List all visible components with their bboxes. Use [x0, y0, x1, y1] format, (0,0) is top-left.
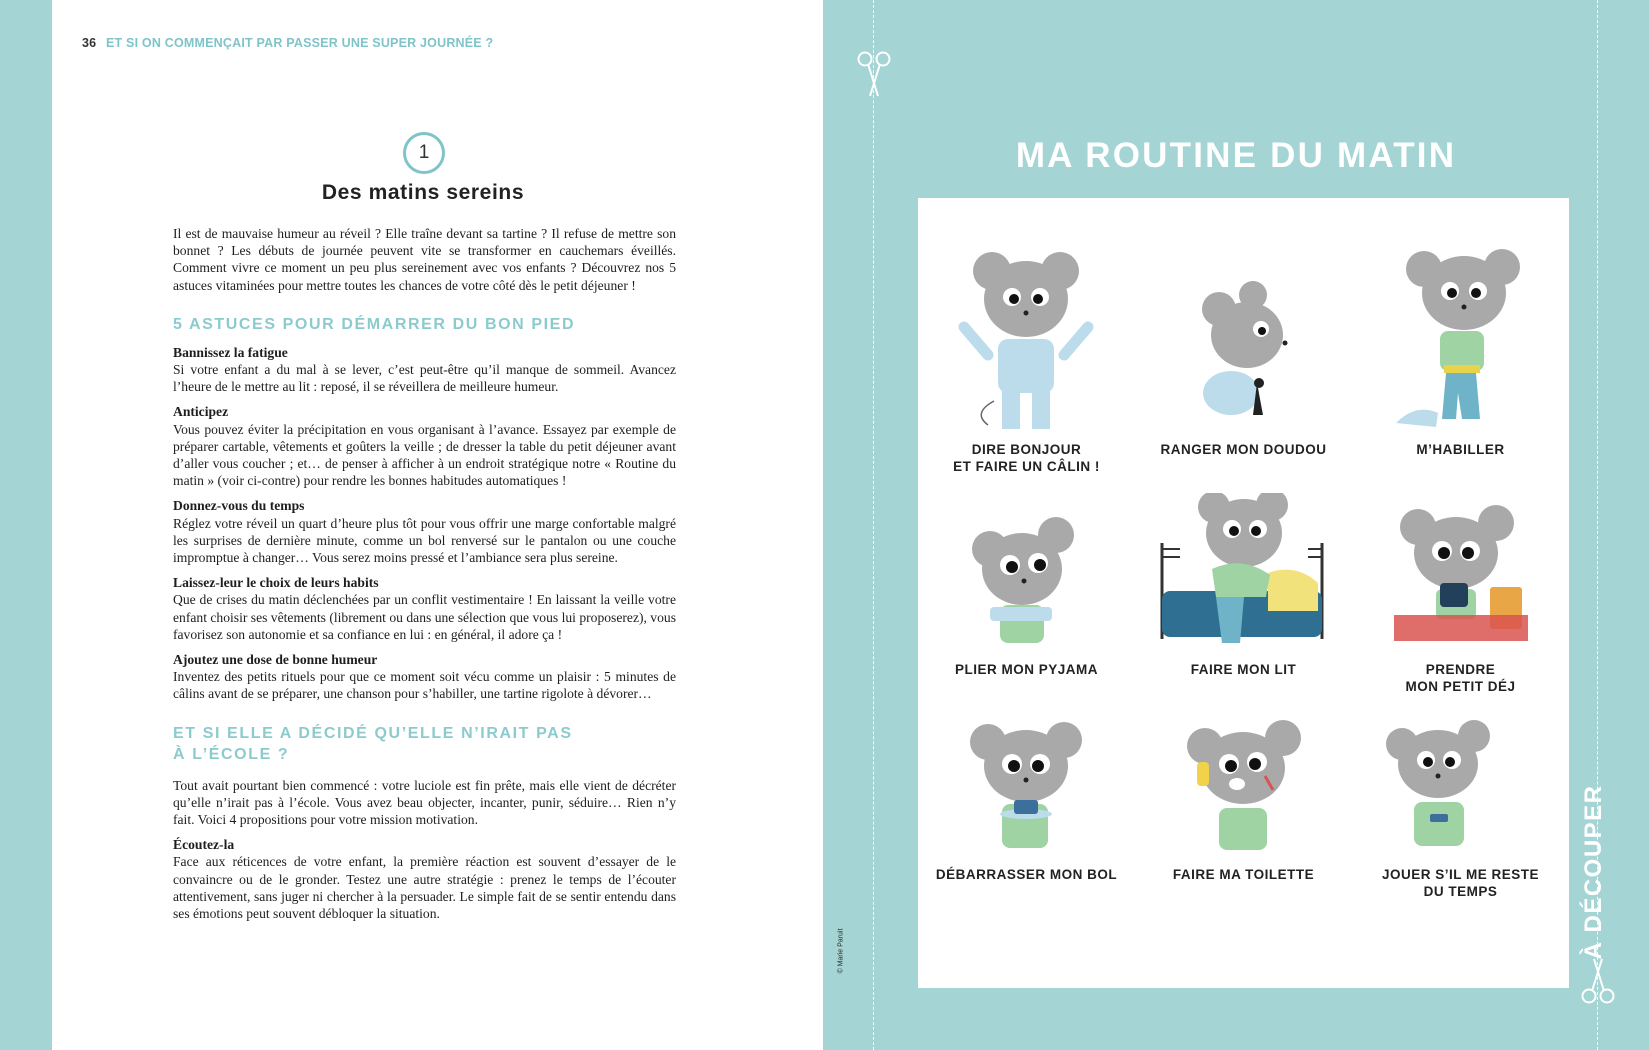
- tip-item: [173, 651, 676, 703]
- routine-step: [918, 718, 1135, 883]
- step-label: [1135, 661, 1352, 678]
- tip-item: [173, 344, 676, 396]
- tip-text: Si votre enfant a du mal à se lever, c’est peut-être qu’il manque de sommeil. Avancez l’heure de le mettre au lit : reposé, il se réveillera de meilleure humeur.: [173, 362, 676, 395]
- routine-card: [918, 198, 1569, 988]
- mouse-waking-illustration: [952, 243, 1102, 433]
- step-label: [1135, 866, 1352, 883]
- step-label-line: DU TEMPS: [1423, 884, 1498, 899]
- illustration-credit: [826, 921, 856, 981]
- step-label-line: JOUER S’IL ME RESTE: [1381, 867, 1540, 882]
- cut-label: [1579, 784, 1609, 960]
- section-heading-ecole: [173, 723, 676, 765]
- routine-step: [1135, 493, 1352, 678]
- step-label: [1352, 661, 1569, 695]
- left-page: [52, 0, 823, 1050]
- tip-item: [173, 403, 676, 489]
- mouse-bed-illustration: [1156, 493, 1332, 653]
- tip-text: Vous pouvez éviter la précipitation en vous organisant à l’avance. Essayez par exemple de préparer cartable, vêtements et goûters la veille ; de dresser la table du petit déjeuner avant d’aller vous coucher ; et… de penser à afficher à un endroit stratégique notre « Routine du matin » (voir ci-contre) pour rendre les bonnes habitudes automatiques !: [173, 421, 676, 489]
- chapter-number-badge: 1: [403, 132, 445, 174]
- step-label-line: DÉBARRASSER MON BOL: [935, 867, 1118, 882]
- step-label: [1135, 441, 1352, 458]
- running-title: ET SI ON COMMENÇAIT PAR PASSER UNE SUPER JOURNÉE ?: [106, 36, 494, 50]
- tip-text: Face aux réticences de votre enfant, la première réaction est souvent d’essayer de le convaincre ou de le gronder. Testez une autre stratégie : prenez le temps de l’écouter attentivement, sans juger ni chercher à la persuader. Le simple fait de se sentir entendu dans ses émotions peut souvent débloquer la situation.: [173, 854, 676, 922]
- right-page: [823, 0, 1649, 1050]
- step-label-line: PRENDRE: [1425, 662, 1496, 677]
- running-head: [82, 36, 493, 50]
- tip-text: Inventez des petits rituels pour que ce moment soit vécu comme un plaisir : 5 minutes de câlins avant de se préparer, une chanson pour s’habiller, une tartine rigolote à dévorer…: [173, 669, 676, 702]
- intro-paragraph: Il est de mauvaise humeur au réveil ? Elle traîne devant sa tartine ? Il refuse de mettre son bonnet ? Les débuts de journée peuvent vite se transformer en cauchemars éveillés. Comment vivre ce moment un peu plus sereinement avec vos enfants ? Découvrez nos 5 astuces vitaminées pour mettre toutes les chances de votre côté dès le petit déjeuner !: [173, 226, 676, 293]
- tip-text: Que de crises du matin déclenchées par un conflit vestimentaire ! En laissant la veille votre enfant choisir ses vêtements (librement ou dans une sélection que vous lui proposerez), vous favorisez son autonomie et sa confiance en lui : en général, il adore ça !: [173, 592, 676, 642]
- routine-step: [918, 493, 1135, 678]
- page-number: 36: [82, 36, 97, 50]
- step-label-line: FAIRE MA TOILETTE: [1172, 867, 1315, 882]
- tip-title: Anticipez: [173, 404, 229, 420]
- routine-step: [1135, 243, 1352, 458]
- section-heading-line: ET SI ELLE A DÉCIDÉ QU’ELLE N’IRAIT PAS: [173, 724, 573, 742]
- step-label: [918, 866, 1135, 883]
- tip-title: Ajoutez une dose de bonne humeur: [173, 652, 378, 668]
- step-label-line: RANGER MON DOUDOU: [1160, 442, 1327, 457]
- section-heading-astuces: 5 ASTUCES POUR DÉMARRER DU BON PIED: [173, 315, 576, 333]
- scissors-icon: [855, 50, 893, 100]
- tip-item: [173, 836, 676, 922]
- step-label: [918, 661, 1135, 678]
- routine-step: [1352, 718, 1569, 900]
- step-label: [1352, 866, 1569, 900]
- step-label: [918, 441, 1135, 475]
- credit-text: © Marie Paruit: [837, 928, 845, 974]
- section-heading-line: À L’ÉCOLE ?: [173, 745, 290, 763]
- chapter-title: Des matins sereins: [321, 181, 525, 204]
- cut-label-text: À DÉCOUPER: [1580, 784, 1607, 960]
- routine-title: MA ROUTINE DU MATIN: [1015, 136, 1457, 175]
- tip-title: Donnez-vous du temps: [173, 498, 305, 514]
- step-label-line: MON PETIT DÉJ: [1405, 679, 1516, 694]
- mouse-breakfast-illustration: [1386, 493, 1536, 653]
- tip-text: Réglez votre réveil un quart d’heure plus tôt pour vous offrir une marge confortable malgré les surprises de dernière minute, comme un bol renversé sur le pantalon ou une couche impromptue à changer… Vous serez moins pressé et l’ambiance sera plus sereine.: [173, 515, 676, 566]
- tip-title: Écoutez-la: [173, 837, 235, 853]
- tip-item: [173, 574, 676, 643]
- routine-step: [1352, 493, 1569, 695]
- routine-step: [918, 243, 1135, 475]
- step-label: [1352, 441, 1569, 458]
- step-label-line: FAIRE MON LIT: [1190, 662, 1297, 677]
- scissors-icon: [1579, 955, 1617, 1005]
- mouse-toothbrush-illustration: [1169, 718, 1319, 858]
- step-label-line: M’HABILLER: [1416, 442, 1505, 457]
- article-body: [173, 225, 676, 930]
- routine-step: [1352, 243, 1569, 458]
- routine-step: [1135, 718, 1352, 883]
- mouse-bowl-illustration: [952, 718, 1102, 858]
- step-label-line: ET FAIRE UN CÂLIN !: [953, 459, 1100, 474]
- tip-title: Laissez-leur le choix de leurs habits: [173, 575, 379, 591]
- mouse-playing-illustration: [1386, 718, 1536, 858]
- section2-intro: Tout avait pourtant bien commencé : votre luciole est fin prête, mais elle vient de décréter qu’elle n’irait pas à l’école. Vous avez beau objecter, incanter, punir, séduire… Rien n’y fait. Voici 4 propositions pour votre mission motivation.: [173, 777, 676, 828]
- tip-item: [173, 497, 676, 566]
- mouse-doudou-illustration: [1169, 243, 1319, 433]
- step-label-line: DIRE BONJOUR: [971, 442, 1082, 457]
- step-label-line: PLIER MON PYJAMA: [954, 662, 1098, 677]
- tip-title: Bannissez la fatigue: [173, 344, 288, 360]
- mouse-dressing-illustration: [1386, 243, 1536, 433]
- mouse-pyjama-illustration: [952, 493, 1102, 653]
